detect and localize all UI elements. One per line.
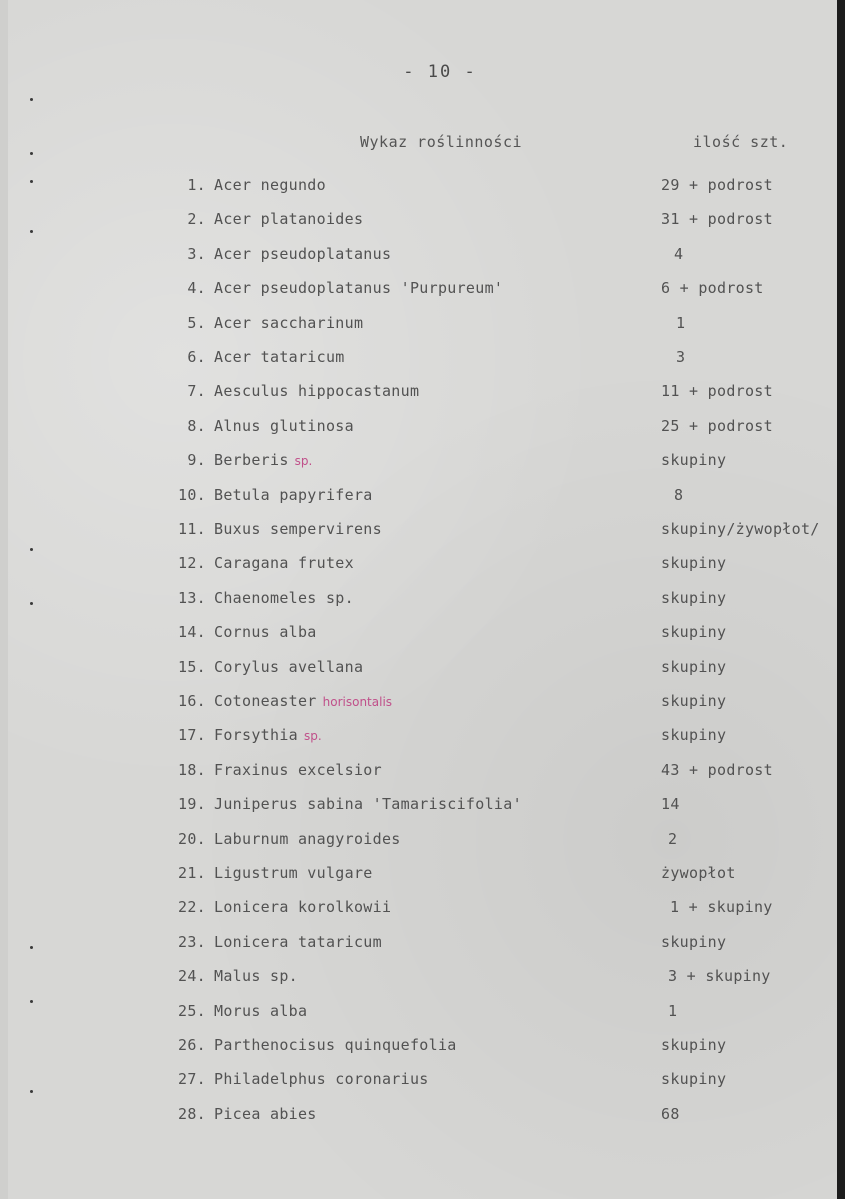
row-number: 9. bbox=[187, 451, 206, 469]
plant-name-text: Cornus alba bbox=[214, 623, 317, 641]
plant-name-text: Caragana frutex bbox=[214, 554, 354, 572]
plant-name-text: Acer tataricum bbox=[214, 348, 345, 366]
punch-hole bbox=[30, 548, 33, 551]
plant-name bbox=[214, 314, 363, 332]
plant-name-text: Picea abies bbox=[214, 1105, 317, 1123]
plant-name bbox=[214, 348, 345, 366]
row-number: 11. bbox=[178, 520, 206, 538]
row-number: 19. bbox=[178, 795, 206, 813]
plant-name bbox=[214, 417, 354, 435]
row-number: 12. bbox=[178, 554, 206, 572]
plant-row bbox=[0, 967, 845, 991]
row-number: 23. bbox=[178, 933, 206, 951]
plant-name-text: Acer negundo bbox=[214, 176, 326, 194]
plant-name bbox=[214, 623, 317, 641]
quantity-value: 1 + skupiny bbox=[670, 898, 773, 916]
plant-name-text: Juniperus sabina 'Tamariscifolia' bbox=[214, 795, 522, 813]
plant-name bbox=[214, 795, 522, 813]
quantity-value: 43 + podrost bbox=[661, 761, 773, 779]
plant-row bbox=[0, 864, 845, 888]
plant-name-text: Lonicera korolkowii bbox=[214, 898, 392, 916]
quantity-value: 31 + podrost bbox=[661, 210, 773, 228]
quantity-value: 1 bbox=[668, 1002, 678, 1020]
plant-name bbox=[214, 1105, 317, 1123]
row-number: 15. bbox=[178, 658, 206, 676]
plant-name-text: Parthenocisus quinquefolia bbox=[214, 1036, 457, 1054]
quantity-value: skupiny bbox=[661, 1036, 727, 1054]
plant-name bbox=[214, 898, 391, 916]
plant-name bbox=[214, 176, 326, 194]
row-number: 10. bbox=[178, 486, 206, 504]
row-number: 25. bbox=[178, 1002, 206, 1020]
plant-name bbox=[214, 1070, 429, 1088]
plant-row bbox=[0, 382, 845, 406]
plant-name-text: Aesculus hippocastanum bbox=[214, 382, 420, 400]
plant-name bbox=[214, 279, 503, 297]
plant-name bbox=[214, 1036, 457, 1054]
plant-row bbox=[0, 520, 845, 544]
quantity-value: 8 bbox=[674, 486, 684, 504]
row-number: 14. bbox=[178, 623, 206, 641]
quantity-value: 29 + podrost bbox=[661, 176, 773, 194]
plant-row bbox=[0, 1002, 845, 1026]
plant-name bbox=[214, 486, 373, 504]
plant-name bbox=[214, 520, 382, 538]
plant-name-text: Chaenomeles sp. bbox=[214, 589, 354, 607]
quantity-value: skupiny bbox=[661, 451, 727, 469]
plant-name bbox=[214, 726, 322, 744]
plant-row bbox=[0, 933, 845, 957]
plant-row bbox=[0, 279, 845, 303]
plant-name bbox=[214, 967, 298, 985]
plant-name bbox=[214, 589, 354, 607]
plant-row bbox=[0, 245, 845, 269]
row-number: 6. bbox=[187, 348, 206, 366]
plant-name-text: Philadelphus coronarius bbox=[214, 1070, 429, 1088]
row-number: 22. bbox=[178, 898, 206, 916]
quantity-value: 3 bbox=[676, 348, 686, 366]
plant-name-text: Corylus avellana bbox=[214, 658, 364, 676]
plant-name bbox=[214, 658, 363, 676]
plant-name-text: Fraxinus excelsior bbox=[214, 761, 382, 779]
quantity-value: skupiny bbox=[661, 554, 727, 572]
row-number: 3. bbox=[187, 245, 206, 263]
plant-name bbox=[214, 864, 373, 882]
plant-row bbox=[0, 486, 845, 510]
quantity-value: skupiny bbox=[661, 623, 727, 641]
plant-row bbox=[0, 1036, 845, 1060]
plant-name bbox=[214, 554, 354, 572]
quantity-value: 14 bbox=[661, 795, 680, 813]
quantity-value: 25 + podrost bbox=[661, 417, 773, 435]
row-number: 16. bbox=[178, 692, 206, 710]
row-number: 28. bbox=[178, 1105, 206, 1123]
quantity-value: 1 bbox=[676, 314, 686, 332]
row-number: 7. bbox=[187, 382, 206, 400]
row-number: 27. bbox=[178, 1070, 206, 1088]
plant-name-text: Morus alba bbox=[214, 1002, 308, 1020]
punch-hole bbox=[30, 152, 33, 155]
plant-name-text: Malus sp. bbox=[214, 967, 298, 985]
plant-row bbox=[0, 830, 845, 854]
quantity-value: 4 bbox=[674, 245, 684, 263]
plant-row bbox=[0, 314, 845, 338]
plant-name bbox=[214, 761, 382, 779]
plant-name bbox=[214, 210, 363, 228]
plant-name-text: Betula papyrifera bbox=[214, 486, 373, 504]
plant-row bbox=[0, 176, 845, 200]
quantity-value: skupiny bbox=[661, 589, 727, 607]
plant-row bbox=[0, 210, 845, 234]
plant-row bbox=[0, 692, 845, 716]
quantity-value: 68 bbox=[661, 1105, 680, 1123]
row-number: 17. bbox=[178, 726, 206, 744]
quantity-value: skupiny bbox=[661, 1070, 727, 1088]
plant-row bbox=[0, 348, 845, 372]
plant-name-text: Acer pseudoplatanus 'Purpureum' bbox=[214, 279, 504, 297]
quantity-value: 11 + podrost bbox=[661, 382, 773, 400]
plant-row bbox=[0, 554, 845, 578]
handwritten-annotation: horisontalis bbox=[322, 695, 393, 709]
quantity-value: 2 bbox=[668, 830, 678, 848]
plant-name bbox=[214, 1002, 307, 1020]
quantity-value: skupiny bbox=[661, 692, 727, 710]
plant-row bbox=[0, 451, 845, 475]
row-number: 18. bbox=[178, 761, 206, 779]
row-number: 13. bbox=[178, 589, 206, 607]
plant-name-text: Alnus glutinosa bbox=[214, 417, 354, 435]
row-number: 2. bbox=[187, 210, 206, 228]
quantity-value: skupiny/żywopłot/ bbox=[661, 520, 820, 538]
plant-name-text: Ligustrum vulgare bbox=[214, 864, 373, 882]
plant-name-text: Acer saccharinum bbox=[214, 314, 364, 332]
plant-row bbox=[0, 417, 845, 441]
quantity-value: skupiny bbox=[661, 933, 727, 951]
plant-row bbox=[0, 898, 845, 922]
quantity-value: żywopłot bbox=[661, 864, 736, 882]
row-number: 8. bbox=[187, 417, 206, 435]
row-number: 21. bbox=[178, 864, 206, 882]
plant-row bbox=[0, 1070, 845, 1094]
plant-name bbox=[214, 245, 391, 263]
plant-name-text: Berberis bbox=[214, 451, 289, 469]
plant-name-text: Acer platanoides bbox=[214, 210, 364, 228]
plant-name bbox=[214, 830, 401, 848]
plant-name bbox=[214, 451, 312, 469]
quantity-value: 6 + podrost bbox=[661, 279, 764, 297]
plant-row bbox=[0, 658, 845, 682]
row-number: 24. bbox=[178, 967, 206, 985]
plant-name bbox=[214, 933, 382, 951]
page-number: - 10 - bbox=[403, 62, 477, 82]
plant-row bbox=[0, 795, 845, 819]
quantity-heading: ilość szt. bbox=[693, 133, 789, 151]
plant-row bbox=[0, 1105, 845, 1129]
plant-name bbox=[214, 692, 392, 710]
row-number: 5. bbox=[187, 314, 206, 332]
plant-row bbox=[0, 623, 845, 647]
plant-name-text: Forsythia bbox=[214, 726, 298, 744]
plant-name-text: Buxus sempervirens bbox=[214, 520, 382, 538]
handwritten-annotation: sp. bbox=[303, 729, 322, 743]
list-heading: Wykaz roślinności bbox=[360, 133, 523, 151]
plant-row bbox=[0, 761, 845, 785]
plant-name-text: Laburnum anagyroides bbox=[214, 830, 401, 848]
row-number: 1. bbox=[187, 176, 206, 194]
row-number: 26. bbox=[178, 1036, 206, 1054]
plant-name-text: Cotoneaster bbox=[214, 692, 317, 710]
plant-row bbox=[0, 589, 845, 613]
quantity-value: skupiny bbox=[661, 726, 727, 744]
quantity-value: 3 + skupiny bbox=[668, 967, 771, 985]
handwritten-annotation: sp. bbox=[294, 454, 313, 468]
plant-name bbox=[214, 382, 419, 400]
row-number: 4. bbox=[187, 279, 206, 297]
quantity-value: skupiny bbox=[661, 658, 727, 676]
plant-name-text: Acer pseudoplatanus bbox=[214, 245, 392, 263]
plant-row bbox=[0, 726, 845, 750]
row-number: 20. bbox=[178, 830, 206, 848]
plant-name-text: Lonicera tataricum bbox=[214, 933, 382, 951]
punch-hole bbox=[30, 98, 33, 101]
